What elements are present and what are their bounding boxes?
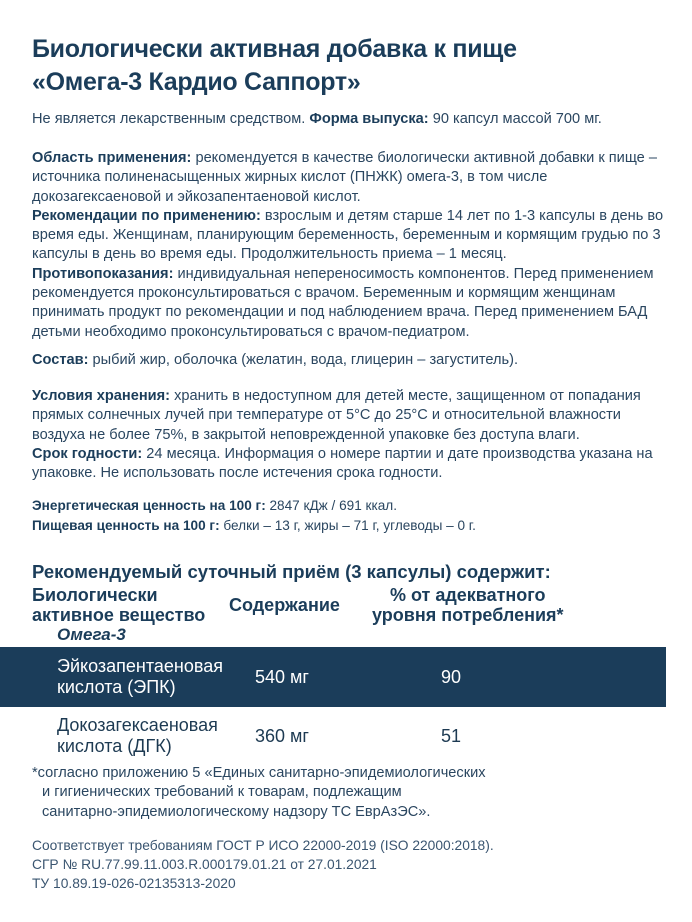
product-title (32, 33, 672, 99)
column-header-substance (32, 585, 205, 625)
storage-text-2: прямых солнечных лучей при температуре от 5°С до 25°С и относительной влажности (32, 407, 621, 424)
intro-paragraph (32, 110, 672, 129)
storage-text-3: воздуха не более 75%, в закрытой неповрежденной упаковке без доступа влаги. (32, 426, 580, 443)
product-title-line2: «Омега-3 Кардио Саппорт» (32, 68, 361, 96)
column-header-content: Содержание (229, 595, 340, 615)
certification-block (32, 836, 672, 894)
composition-paragraph (32, 351, 672, 370)
column-header-percent-line1: % от адекватного (389, 585, 546, 605)
storage-text-1: хранить в недоступном для детей месте, защищенном от попадания (174, 388, 641, 404)
column-header-substance-line1: Биологически (32, 585, 158, 605)
table-row-epa-percent: 90 (441, 667, 462, 687)
footnote-line3: санитарно-эпидемиологическому надзору ТС ЕврАзЭС». (42, 803, 431, 820)
product-title-line1: Биологически активная добавка к пище (32, 35, 517, 63)
shelf-life-label: Срок годности: (32, 445, 143, 462)
description-block (32, 149, 672, 342)
recommendations-label: Рекомендации по применению: (32, 207, 261, 224)
usage-text-1: рекомендуется в качестве биологически активной добавки к пище – (195, 150, 657, 166)
table-row-dha-amount: 360 мг (255, 726, 309, 746)
dha-name-line1: Докозагексаеновая (57, 715, 218, 735)
contraindications-label: Противопоказания: (32, 265, 174, 282)
footnote-line2: и гигиенических требований к товарам, подлежащим (42, 784, 402, 801)
table-row-dha-percent: 51 (441, 726, 462, 746)
contraindications-text-1: индивидуальная непереносимость компонентов. Перед применением (177, 265, 654, 282)
column-header-substance-line2: активное вещество (32, 605, 206, 625)
energy-value: 2847 кДж / 691 ккал. (269, 498, 398, 513)
column-header-percent-line2: уровня потребления* (372, 605, 564, 625)
nutrition-label: Пищевая ценность на 100 г: (32, 517, 220, 533)
usage-label: Область применения: (32, 150, 192, 166)
epa-name-line1: Эйкозапентаеновая (57, 656, 223, 676)
recommendations-text-1: взрослым и детям старше 14 лет по 1-3 капсулы в день во (264, 207, 664, 224)
table-row-epa-amount: 540 мг (255, 667, 309, 687)
epa-name-line2: кислота (ЭПК) (57, 677, 176, 697)
not-medicine-note: Не является лекарственным средством. (32, 111, 306, 127)
nutrition-block (32, 496, 672, 535)
nutrition-value: белки – 13 г, жиры – 71 г, углеводы – 0 г. (223, 517, 476, 533)
recommendations-text-2: время еды. Женщинам, планирующим беременность, беременным и кормящим грудью по 3 (32, 227, 661, 244)
contraindications-text-3: принимать продукт по рекомендации и под наблюдением врача. Перед применением БАД (32, 304, 648, 321)
shelf-life-text-2: упаковке. Не использовать после истечения срока годности. (32, 465, 443, 482)
footnote (32, 764, 652, 822)
certification-sgr: СГР № RU.77.99.11.003.R.000179.01.21 от 27.01.2021 (32, 857, 377, 873)
form-label: Форма выпуска: (309, 111, 429, 127)
usage-text-2: источника полиненасыщенных жирных кислот (ПНЖК) омега-3, в том числе (32, 169, 548, 186)
table-row-dha-name (57, 715, 218, 757)
table-title: Рекомендуемый суточный приём (3 капсулы) содержит: (32, 561, 551, 582)
energy-label: Энергетическая ценность на 100 г: (32, 498, 266, 513)
contraindications-text-2: рекомендуется проконсультироваться с врачом. Беременным и кормящим женщинам (32, 285, 616, 302)
group-label-omega3: Омега-3 (57, 625, 126, 644)
footnote-line1: *согласно приложению 5 «Единых санитарно-эпидемиологических (32, 765, 486, 781)
form-value: 90 капсул массой 700 мг. (432, 111, 602, 127)
composition-value: рыбий жир, оболочка (желатин, вода, глицерин – загуститель). (92, 352, 519, 368)
column-header-percent (372, 585, 564, 625)
certification-tu: ТУ 10.89.19-026-02135313-2020 (32, 876, 236, 892)
contraindications-text-4: детьми необходимо проконсультироваться с врачом-педиатром. (32, 323, 470, 340)
storage-label: Условия хранения: (32, 388, 171, 404)
recommendations-text-3: капсулы в день во время еды. Продолжительность приема – 1 месяц. (32, 246, 507, 263)
table-row-epa-name (57, 656, 223, 698)
shelf-life-text-1: 24 месяца. Информация о номере партии и дате производства указана на (146, 445, 653, 462)
composition-label: Состав: (32, 352, 89, 368)
dha-name-line2: кислота (ДГК) (57, 736, 172, 756)
certification-gost: Соответствует требованиям ГОСТ Р ИСО 22000-2019 (ISO 22000:2018). (32, 838, 494, 853)
usage-text-3: докозагексаеновой и эйкозапентаеновой кислот. (32, 188, 361, 205)
storage-block (32, 387, 672, 483)
